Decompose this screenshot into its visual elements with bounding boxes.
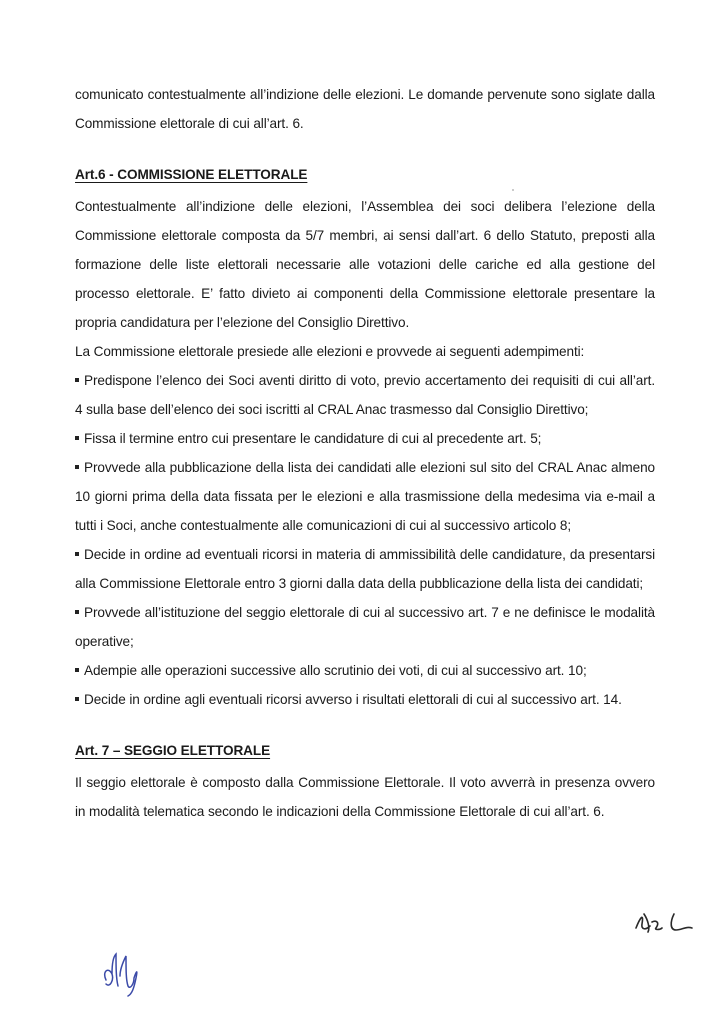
bullet-icon [75,610,79,614]
scan-speck [512,189,514,191]
list-item [75,453,655,540]
bullet-icon [75,668,79,672]
list-item-text: Fissa il termine entro cui presentare le candidature di cui al precedente art. 5; [84,431,542,446]
bullet-icon [75,552,79,556]
bullet-icon [75,697,79,701]
art6-bullet-list [75,366,655,714]
handwritten-signature-right [632,900,712,940]
list-item [75,540,655,598]
list-item-text: Decide in ordine agli eventuali ricorsi avverso i risultati elettorali di cui al successivo art. 14. [84,692,622,707]
list-item [75,424,655,453]
list-item [75,685,655,714]
handwritten-initials-left [98,948,148,998]
list-item-text: Provvede all’istituzione del seggio elettorale di cui al successivo art. 7 e ne definisce le modalità operative; [75,605,655,649]
bullet-icon [75,436,79,440]
intro-paragraph: comunicato contestualmente all’indizione delle elezioni. Le domande pervenute sono siglate dalla Commissione elettorale di cui all’art. 6. [75,87,655,131]
list-item-text: Decide in ordine ad eventuali ricorsi in materia di ammissibilità delle candidature, da presentarsi alla Commissione Elettorale entro 3 giorni dalla data della pubblicazione della lista dei candidati; [75,547,655,591]
list-item [75,366,655,424]
art7-heading: Art. 7 – SEGGIO ELETTORALE [75,743,271,758]
list-item-text: Adempie alle operazioni successive allo scrutinio dei voti, di cui al successivo art. 10; [84,663,587,678]
bullet-icon [75,378,79,382]
list-item-text: Predispone l’elenco dei Soci aventi diritto di voto, previo accertamento dei requisiti di cui all’art. 4 sulla base dell’elenco dei soci iscritti al CRAL Anac trasmesso dal Consiglio Direttivo; [75,373,655,417]
list-item-text: Provvede alla pubblicazione della lista dei candidati alle elezioni sul sito del CRAL Anac almeno 10 giorni prima della data fissata per le elezioni e alla trasmissione della medesima via e-mail a tutti i Soci, anche contestualmente alle comunicazioni di cui al successivo articolo 8; [75,460,655,533]
bullet-icon [75,465,79,469]
art7-paragraph-1: Il seggio elettorale è composto dalla Commissione Elettorale. Il voto avverrà in presenza ovvero in modalità telematica secondo le indicazioni della Commissione Elettorale di cui all’art. 6. [75,775,655,819]
art6-paragraph-1: Contestualmente all’indizione delle elezioni, l’Assemblea dei soci delibera l’elezione della Commissione elettorale composta da 5/7 membri, ai sensi dall’art. 6 dello Statuto, preposti alla formazione delle liste elettorali necessarie alle votazioni delle cariche ed alla gestione del processo elettorale. E’ fatto divieto ai componenti della Commissione elettorale presentare la propria candidatura per l’elezione del Consiglio Direttivo. [75,199,655,330]
art6-paragraph-2: La Commissione elettorale presiede alle elezioni e provvede ai seguenti adempimenti: [75,344,585,359]
art6-heading: Art.6 - COMMISSIONE ELETTORALE [75,167,308,182]
document-page [75,80,655,826]
list-item [75,598,655,656]
list-item [75,656,655,685]
